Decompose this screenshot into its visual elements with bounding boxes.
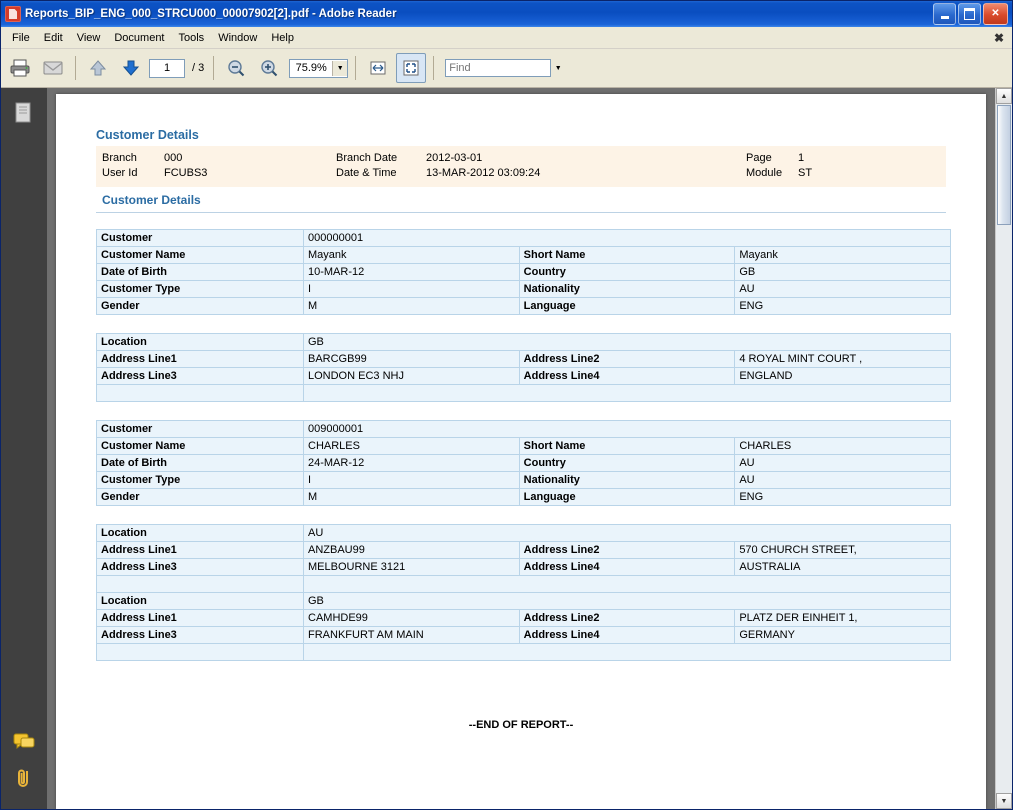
table-row [97,593,951,610]
row-label: Address Line4 [519,559,735,576]
table-row [97,281,951,298]
next-page-icon[interactable] [116,53,146,83]
branch-date-label: Branch Date [336,152,398,164]
previous-page-icon[interactable] [83,53,113,83]
table-row [97,542,951,559]
row-value: ANZBAU99 [304,542,520,559]
document-scroll-area[interactable] [47,88,995,809]
toolbar-separator-2 [213,56,214,80]
row-label: Gender [97,298,304,315]
zoom-in-icon[interactable] [254,53,284,83]
table-row [97,489,951,506]
page-total-label: / 3 [192,62,205,74]
maximize-button[interactable] [958,3,981,25]
row-value [304,576,951,593]
chevron-down-icon[interactable]: ▼ [332,61,347,76]
report-header-row-1 [102,151,940,166]
row-label: Address Line3 [97,627,304,644]
find-input[interactable] [445,59,551,77]
navigation-pane-bottom [1,727,47,799]
minimize-button[interactable] [933,3,956,25]
title-bar [1,1,1012,27]
table-row [97,472,951,489]
fit-width-icon[interactable] [363,53,393,83]
row-value: M [304,298,520,315]
row-value: GB [735,264,951,281]
row-label: Short Name [519,438,735,455]
row-value: LONDON EC3 NHJ [304,368,520,385]
row-value: ENG [735,489,951,506]
row-label: Address Line3 [97,559,304,576]
row-value: CHARLES [304,438,520,455]
zoom-level-combo[interactable] [289,59,348,78]
row-value: MELBOURNE 3121 [304,559,520,576]
row-label [97,576,304,593]
report-header-row-2 [102,166,940,181]
user-id-label: User Id [102,167,138,179]
date-time-value: 13-MAR-2012 03:09:24 [426,167,541,179]
module-value: ST [798,167,813,179]
row-value: AU [735,455,951,472]
email-icon[interactable] [38,53,68,83]
row-label: Customer [97,230,304,247]
table-row [97,421,951,438]
row-label: Country [519,455,735,472]
row-value: AUSTRALIA [735,559,951,576]
row-value: PLATZ DER EINHEIT 1, [735,610,951,627]
row-value: BARCGB99 [304,351,520,368]
row-value: 4 ROYAL MINT COURT , [735,351,951,368]
scrollbar-thumb[interactable] [997,105,1011,225]
row-label: Date of Birth [97,455,304,472]
table-row [97,559,951,576]
menu-help[interactable]: Help [271,31,294,44]
find-dropdown-icon[interactable]: ▼ [554,64,562,72]
table-row [97,334,951,351]
row-value: AU [304,525,951,542]
page-label: Page [746,152,772,164]
pdf-icon [5,6,21,22]
table-row [97,264,951,281]
row-value: CAMHDE99 [304,610,520,627]
work-area [1,88,1012,809]
row-label: Customer Type [97,472,304,489]
attachments-panel-icon[interactable] [9,763,39,793]
row-label: Address Line1 [97,610,304,627]
scrollbar-track[interactable] [996,104,1012,793]
row-value: CHARLES [735,438,951,455]
report-tables [96,229,946,661]
branch-label: Branch [102,152,137,164]
user-id-value: FCUBS3 [164,167,208,179]
row-value: GB [304,334,951,351]
find-box [445,59,565,77]
module-label: Module [746,167,783,179]
table-row [97,351,951,368]
scroll-up-button[interactable]: ▲ [996,88,1012,104]
branch-date-value: 2012-03-01 [426,152,483,164]
row-label: Customer Type [97,281,304,298]
report-header [96,146,946,187]
menu-edit[interactable]: Edit [43,31,63,44]
row-value: ENG [735,298,951,315]
row-value: 570 CHURCH STREET, [735,542,951,559]
date-time-label: Date & Time [336,167,397,179]
table-row [97,627,951,644]
menu-tools[interactable]: Tools [178,31,205,44]
row-value: AU [735,472,951,489]
table-row [97,525,951,542]
row-label: Address Line2 [519,351,735,368]
row-label: Country [519,264,735,281]
row-label: Location [97,593,304,610]
row-label: Address Line2 [519,542,735,559]
row-value: FRANKFURT AM MAIN [304,627,520,644]
row-label: Customer [97,421,304,438]
row-label: Nationality [519,472,735,489]
menu-bar [1,27,1012,49]
address-table-1-1 [96,333,951,402]
row-label [97,385,304,402]
menu-document[interactable]: Document [114,31,165,44]
row-value: Mayank [735,247,951,264]
row-label: Short Name [519,247,735,264]
row-label: Customer Name [97,438,304,455]
row-label: Language [519,298,735,315]
table-row [97,438,951,455]
menu-window[interactable]: Window [218,31,258,44]
navigation-pane [1,88,47,809]
window-controls [933,3,1010,25]
row-label: Language [519,489,735,506]
zoom-level-value: 75.9% [295,62,327,74]
close-button[interactable]: ✕ [983,3,1008,25]
row-label: Gender [97,489,304,506]
row-label: Customer Name [97,247,304,264]
row-label: Address Line2 [519,610,735,627]
row-value: I [304,472,520,489]
table-row [97,298,951,315]
page-number-input[interactable] [149,59,185,78]
table-row [97,455,951,472]
row-value: ENGLAND [735,368,951,385]
comments-panel-icon[interactable] [9,727,39,757]
table-row [97,644,951,661]
row-value [304,644,951,661]
zoom-out-icon[interactable] [221,53,251,83]
pdf-page [56,94,986,809]
close-document-icon[interactable]: ✖ [993,30,1004,45]
address-table-2-1 [96,524,951,661]
table-row [97,385,951,402]
table-row [97,230,951,247]
row-label: Address Line1 [97,351,304,368]
row-label: Address Line1 [97,542,304,559]
row-label: Address Line3 [97,368,304,385]
row-label: Nationality [519,281,735,298]
table-row [97,610,951,627]
fit-page-icon[interactable] [396,53,426,83]
printer-icon[interactable] [5,53,35,83]
row-value: AU [735,281,951,298]
table-row [97,576,951,593]
row-value: I [304,281,520,298]
row-label: Date of Birth [97,264,304,281]
menu-view[interactable]: View [76,31,101,44]
row-value: 000000001 [304,230,951,247]
customer-table-1 [96,229,951,315]
toolbar [1,49,1012,88]
branch-value: 000 [164,152,183,164]
customer-table-2 [96,420,951,506]
table-row [97,247,951,264]
row-label: Location [97,334,304,351]
row-value: 10-MAR-12 [304,264,520,281]
vertical-scrollbar[interactable] [995,88,1012,809]
end-of-report-label: --END OF REPORT-- [468,719,574,731]
row-label [97,644,304,661]
row-value: GERMANY [735,627,951,644]
table-row [97,368,951,385]
row-label: Address Line4 [519,627,735,644]
toolbar-separator-3 [355,56,356,80]
row-value: 009000001 [304,421,951,438]
row-value: M [304,489,520,506]
row-label: Address Line4 [519,368,735,385]
row-value: Mayank [304,247,520,264]
row-value [304,385,951,402]
row-label: Location [97,525,304,542]
report-subtitle: Customer Details [96,187,946,213]
menu-file[interactable]: File [12,31,30,44]
row-value: GB [304,593,951,610]
toolbar-separator-4 [433,56,434,80]
page-value: 1 [798,152,805,164]
scroll-down-button[interactable]: ▼ [996,793,1012,809]
window-title: Reports_BIP_ENG_000_STRCU000_00007902[2].pdf - Adobe Reader [25,8,397,20]
row-value: 24-MAR-12 [304,455,520,472]
pages-panel-icon[interactable] [9,98,39,128]
toolbar-separator [75,56,76,80]
report-title: Customer Details [96,128,199,142]
